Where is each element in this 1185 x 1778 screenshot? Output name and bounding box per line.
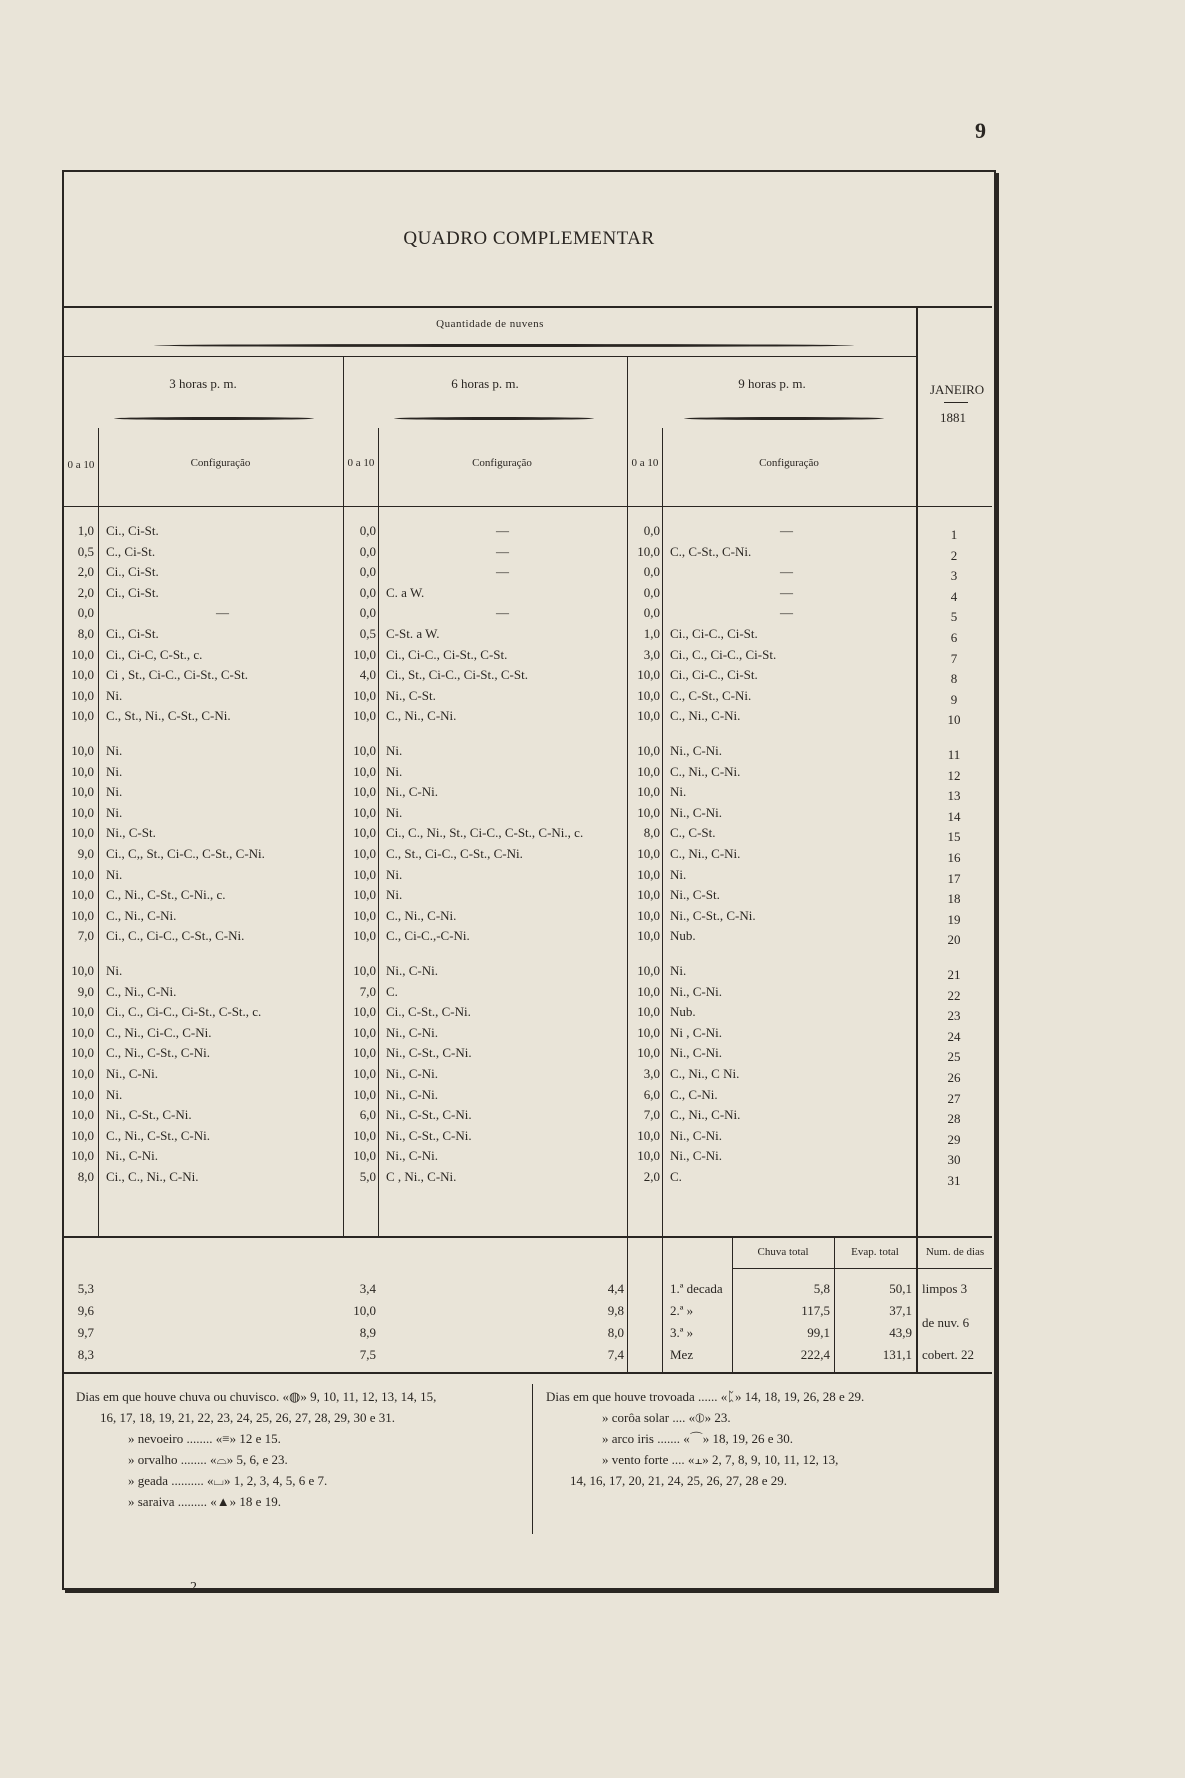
table-cell-day-number: 21 [947, 967, 961, 982]
summary-rain-total: 222,4 [800, 1347, 830, 1362]
table-cell-config-3pm: Ni., C-Ni. [106, 1148, 158, 1164]
table-cell-amount-3pm: 10,0 [71, 784, 94, 800]
table-cell-config-9pm: — [780, 523, 793, 538]
table-cell-config-3pm: Ci., Ci-St. [106, 626, 159, 641]
table-cell-config-6pm: Ni. [386, 887, 403, 903]
table-cell-config-9pm: Ni. [670, 963, 687, 978]
table-cell-day-number: 19 [947, 911, 961, 927]
table-cell-amount-9pm: 10,0 [637, 963, 660, 978]
table-cell-day-number: 11 [947, 747, 961, 762]
summary-days-cloudy: de nuv. 6 [922, 1315, 970, 1330]
table-cell-day-number: 8 [950, 671, 958, 687]
table-cell-amount-6pm: 10,0 [353, 708, 376, 724]
table-cell-amount-6pm: 10,0 [353, 1045, 376, 1061]
table-cell-config-9pm: Ni. [670, 866, 687, 882]
group-rule [64, 356, 916, 357]
table-cell-day-number: 18 [947, 891, 961, 907]
period-9pm: 9 horas p. m. [738, 376, 806, 391]
summary-avg-9pm: 4,4 [607, 1281, 624, 1296]
group-header: Quantidade de nuvens [436, 318, 544, 330]
table-cell-amount-9pm: 10,0 [637, 708, 660, 724]
table-cell-amount-6pm: 10,0 [353, 1086, 376, 1102]
footnote-left-line: Dias em que houve chuva ou chuvisco. «◍» 9, 10, 11, 12, 13, 14, 15, [76, 1389, 437, 1404]
footnote-right-line: » corôa solar .... «⦶» 23. [602, 1410, 731, 1425]
summary-evap-total: 43,9 [889, 1325, 912, 1340]
summary-avg-6pm: 7,5 [359, 1347, 376, 1362]
table-cell-amount-6pm: 10,0 [353, 804, 376, 820]
summary-days-clear: limpos 3 [922, 1281, 968, 1296]
table-cell-amount-3pm: 10,0 [71, 763, 94, 779]
table-cell-amount-3pm: 9,0 [77, 846, 94, 861]
summary-period-label: 2.ª » [670, 1303, 694, 1318]
table-cell-day-number: 16 [947, 850, 961, 865]
table-cell-amount-6pm: 5,0 [359, 1169, 376, 1184]
table-cell-config-6pm: Ni., C-Ni. [386, 1148, 438, 1164]
table-cell-config-9pm: Ni., C-St., C-Ni. [670, 907, 756, 923]
summary-period-label: Mez [670, 1347, 694, 1362]
table-cell-config-9pm: — [780, 584, 793, 600]
table-cell-amount-6pm: 4,0 [359, 667, 376, 683]
table-cell-config-6pm: C., Ni., C-Ni. [386, 708, 457, 724]
table-cell-amount-6pm: 10,0 [353, 846, 376, 861]
table-cell-amount-6pm: 6,0 [359, 1107, 376, 1123]
table-cell-config-9pm: Ni. [670, 784, 687, 800]
table-cell-amount-9pm: 1,0 [643, 626, 660, 641]
table-cell-config-6pm: Ni. [386, 763, 403, 779]
table-cell-config-6pm: — [496, 605, 509, 621]
table-cell-day-number: 7 [950, 650, 958, 666]
table-cell-config-9pm: C., C-St. [670, 825, 716, 841]
table-cell-amount-9pm: 7,0 [643, 1107, 660, 1123]
table-cell-amount-9pm: 10,0 [637, 743, 660, 758]
table-cell-amount-3pm: 9,0 [77, 983, 94, 999]
group-ornament [154, 344, 854, 347]
summary-period-label: 3.ª » [670, 1325, 694, 1340]
table-cell-config-3pm: C., Ni., C-St., C-Ni. [106, 1045, 211, 1061]
footnote-right-line: » vento forte .... «⫠» 2, 7, 8, 9, 10, 11, 12, 13, [602, 1452, 839, 1467]
table-cell-config-9pm: Ci., C., Ci-C., Ci-St. [670, 646, 777, 662]
table-cell-amount-6pm: 0,0 [359, 564, 376, 580]
table-cell-day-number: 10 [947, 712, 961, 728]
table-cell-day-number: 6 [950, 630, 958, 645]
table-cell-amount-3pm: 8,0 [77, 626, 94, 641]
col-amount-9pm: 0 a 10 [631, 457, 659, 469]
table-cell-day-number: 24 [947, 1028, 961, 1044]
footnote-right-line: » arco iris ....... «⌒» 18, 19, 26 e 30. [602, 1431, 794, 1446]
table-cell-config-9pm: Ci., Ci-C., Ci-St. [670, 626, 758, 641]
table-cell-amount-6pm: 10,0 [353, 866, 376, 882]
summary-avg-3pm: 5,3 [77, 1281, 94, 1296]
table-cell-amount-6pm: 10,0 [353, 784, 376, 800]
table-cell-config-9pm: Ni., C-St. [670, 887, 720, 903]
table-cell-config-3pm: C., Ni., C-St., C-Ni. [106, 1127, 211, 1143]
table-cell-amount-9pm: 10,0 [637, 983, 660, 999]
table-cell-day-number: 15 [947, 829, 961, 845]
table-cell-amount-6pm: 0,5 [359, 626, 376, 641]
table-cell-amount-3pm: 10,0 [71, 1004, 94, 1020]
table-cell-config-9pm: Ni., C-Ni. [670, 804, 722, 820]
table-cell-amount-6pm: 10,0 [353, 646, 376, 662]
table-cell-day-number: 4 [950, 588, 958, 604]
table-cell-config-3pm: Ni., C-St., C-Ni. [106, 1107, 192, 1123]
col-amount-3pm: 0 a 10 [67, 459, 95, 471]
table-cell-amount-9pm: 10,0 [637, 1045, 660, 1061]
table-cell-config-6pm: Ni., C-Ni. [386, 784, 438, 800]
table-cell-config-3pm: Ci., Ci-C, C-St., c. [106, 646, 203, 662]
table-cell-amount-3pm: 10,0 [71, 1024, 94, 1040]
table-cell-amount-9pm: 10,0 [637, 763, 660, 779]
table-cell-config-6pm: C., St., Ci-C., C-St., C-Ni. [386, 846, 523, 861]
table-cell-amount-9pm: 10,0 [637, 1127, 660, 1143]
table-cell-day-number: 28 [947, 1111, 961, 1127]
table-cell-config-3pm: Ni. [106, 763, 123, 779]
table-cell-config-9pm: C., C-Ni. [670, 1086, 718, 1102]
period-divider-2 [627, 356, 628, 1236]
table-cell-config-3pm: Ci , St., Ci-C., Ci-St., C-St. [106, 667, 248, 683]
table-cell-amount-9pm: 3,0 [643, 646, 660, 662]
table-cell-day-number: 1 [950, 527, 958, 542]
table-cell-amount-6pm: 10,0 [353, 687, 376, 703]
month-dash [944, 402, 968, 403]
table-cell-config-3pm: C., Ni., C-St., C-Ni., c. [106, 887, 226, 903]
table-cell-amount-9pm: 10,0 [637, 907, 660, 923]
table-cell-amount-9pm: 10,0 [637, 866, 660, 882]
table-cell-config-9pm: Nub. [670, 928, 696, 944]
table-cell-amount-9pm: 10,0 [637, 887, 660, 903]
footnote-left-line: » orvalho ........ «⌓» 5, 6, e 23. [128, 1452, 288, 1467]
summary-divider-a [627, 1236, 628, 1372]
table-cell-day-number: 31 [947, 1173, 961, 1188]
summary-evap-total: 37,1 [889, 1303, 912, 1318]
table-cell-amount-6pm: 0,0 [359, 605, 376, 621]
table-cell-amount-9pm: 10,0 [637, 928, 660, 944]
data-bottom-rule [64, 1236, 992, 1238]
table-cell-amount-3pm: 10,0 [71, 963, 94, 978]
summary-avg-3pm: 9,7 [77, 1325, 94, 1340]
footnote-right-line: Dias em que houve trovoada ...... «ᛈ» 14, 18, 19, 26, 28 e 29. [546, 1389, 865, 1404]
col-config-3pm: Configuração [190, 457, 251, 469]
table-cell-amount-3pm: 10,0 [71, 1107, 94, 1123]
summary-header-evap: Evap. total [851, 1246, 899, 1258]
table-cell-config-9pm: C., Ni., C-Ni. [670, 763, 741, 779]
table-cell-day-number: 22 [947, 987, 961, 1003]
table-cell-config-3pm: Ci., C., Ci-C., Ci-St., C-St., c. [106, 1004, 262, 1020]
table-cell-amount-6pm: 0,0 [359, 584, 376, 600]
table-cell-config-3pm: Ni. [106, 687, 123, 703]
table-cell-config-6pm: Ci., C-St., C-Ni. [386, 1004, 471, 1020]
summary-avg-6pm: 8,9 [359, 1325, 376, 1340]
table-cell-amount-6pm: 0,0 [359, 543, 376, 559]
table-cell-config-9pm: C., Ni., C-Ni. [670, 846, 741, 861]
table-cell-config-3pm: Ni. [106, 866, 123, 882]
table-cell-config-9pm: — [780, 605, 793, 621]
table-cell-config-9pm: — [780, 564, 793, 580]
table-cell-amount-6pm: 10,0 [353, 907, 376, 923]
table-cell-config-6pm: — [496, 564, 509, 580]
table-cell-config-9pm: Ci., Ci-C., Ci-St. [670, 667, 758, 683]
table-cell-config-9pm: C., C-St., C-Ni. [670, 543, 752, 559]
summary-rain-total: 117,5 [801, 1303, 830, 1318]
table-cell-config-6pm: Ni. [386, 804, 403, 820]
table-cell-config-6pm: C-St. a W. [386, 626, 440, 641]
summary-avg-3pm: 8,3 [77, 1347, 94, 1362]
table-cell-config-3pm: C., Ci-St. [106, 543, 156, 559]
table-cell-config-6pm: C., Ci-C.,-C-Ni. [386, 928, 470, 944]
table-cell-amount-3pm: 10,0 [71, 1086, 94, 1102]
col-config-9pm: Configuração [759, 457, 819, 469]
summary-rain-total: 99,1 [807, 1325, 830, 1340]
table-cell-day-number: 13 [947, 788, 961, 804]
summary-evap-total: 50,1 [889, 1281, 912, 1296]
table-cell-amount-3pm: 8,0 [77, 1169, 94, 1184]
table-cell-config-6pm: Ni., C-Ni. [386, 1066, 438, 1081]
table-cell-config-6pm: Ni., C-St., C-Ni. [386, 1127, 472, 1143]
table-cell-amount-3pm: 10,0 [71, 804, 94, 820]
table-cell-amount-9pm: 2,0 [643, 1169, 660, 1184]
footnote-left-line: 16, 17, 18, 19, 21, 22, 23, 24, 25, 26, 27, 28, 29, 30 e 31. [100, 1410, 396, 1425]
table-cell-config-6pm: Ci., C., Ni., St., Ci-C., C-St., C-Ni., c. [386, 825, 584, 841]
table-cell-day-number: 30 [947, 1152, 961, 1168]
table-cell-config-6pm: Ni. [386, 866, 403, 882]
summary-header-days: Num. de dias [925, 1246, 985, 1258]
table-cell-amount-3pm: 10,0 [71, 1127, 94, 1143]
table-cell-day-number: 20 [947, 932, 961, 948]
table-frame [62, 170, 996, 1590]
table-cell-amount-3pm: 10,0 [71, 743, 94, 758]
table-cell-amount-3pm: 10,0 [71, 687, 94, 703]
table-cell-amount-9pm: 0,0 [643, 584, 660, 600]
table-cell-config-6pm: Ci., Ci-C., Ci-St., C-St. [386, 646, 508, 662]
table-cell-config-6pm: C , Ni., C-Ni. [386, 1169, 457, 1184]
title-rule [64, 306, 992, 308]
table-cell-amount-9pm: 0,0 [643, 523, 660, 538]
table-cell-amount-6pm: 10,0 [353, 1148, 376, 1164]
table-cell-config-9pm: Nub. [670, 1004, 696, 1020]
footnote-left-line: » geada .......... «⌴» 1, 2, 3, 4, 5, 6 e 7. [128, 1473, 328, 1488]
table-cell-amount-3pm: 0,0 [77, 605, 94, 621]
table-cell-amount-6pm: 10,0 [353, 1066, 376, 1081]
table-cell-day-number: 9 [950, 691, 958, 707]
config-divider-2 [378, 428, 379, 1236]
table-cell-config-9pm: C., Ni., C-Ni. [670, 1107, 741, 1123]
summary-rain-total: 5,8 [813, 1281, 830, 1296]
table-cell-config-3pm: Ni. [106, 784, 123, 800]
table-cell-config-6pm: C., Ni., C-Ni. [386, 907, 457, 923]
table-cell-config-3pm: Ni., C-Ni. [106, 1066, 158, 1081]
period-ornament-1 [114, 417, 314, 420]
table-cell-config-6pm: Ni., C-Ni. [386, 963, 438, 978]
table-cell-amount-6pm: 0,0 [359, 523, 376, 538]
table-cell-amount-6pm: 10,0 [353, 1004, 376, 1020]
table-cell-config-6pm: Ni., C-Ni. [386, 1086, 438, 1102]
table-cell-config-3pm: Ni. [106, 963, 123, 978]
table-cell-amount-3pm: 2,0 [77, 584, 94, 600]
period-6pm: 6 horas p. m. [451, 376, 519, 391]
table-cell-config-3pm: Ci., C,, St., Ci-C., C-St., C-Ni. [106, 846, 265, 861]
table-cell-config-3pm: Ni., C-St. [106, 825, 156, 841]
table-cell-amount-3pm: 0,5 [77, 543, 94, 559]
table-cell-config-6pm: Ni., C-Ni. [386, 1024, 438, 1040]
summary-header-rain: Chuva total [757, 1246, 809, 1258]
table-cell-amount-9pm: 10,0 [637, 1024, 660, 1040]
table-title: QUADRO COMPLEMENTAR [403, 228, 655, 249]
period-3pm: 3 horas p. m. [169, 376, 237, 391]
table-cell-config-3pm: Ci., Ci-St. [106, 523, 159, 538]
table-cell-config-3pm: Ni. [106, 743, 123, 758]
table-cell-amount-3pm: 7,0 [77, 928, 94, 944]
table-cell-config-6pm: — [496, 543, 509, 559]
table-cell-config-3pm: Ci., Ci-St. [106, 584, 159, 600]
table-cell-config-3pm: Ci., Ci-St. [106, 564, 159, 580]
table-cell-amount-6pm: 10,0 [353, 743, 376, 758]
table-cell-amount-6pm: 10,0 [353, 763, 376, 779]
summary-bottom-rule [64, 1372, 992, 1374]
table-cell-config-6pm: Ni., C-St., C-Ni. [386, 1045, 472, 1061]
table-cell-config-6pm: Ci., St., Ci-C., Ci-St., C-St. [386, 667, 528, 683]
table-cell-amount-9pm: 8,0 [643, 825, 660, 841]
period-ornament-3 [684, 417, 884, 420]
table-cell-amount-9pm: 10,0 [637, 784, 660, 800]
table-cell-amount-6pm: 10,0 [353, 963, 376, 978]
table-cell-config-3pm: Ci., C., Ci-C., C-St., C-Ni. [106, 928, 245, 944]
month-column-rule [916, 306, 918, 1372]
table-cell-day-number: 12 [947, 767, 961, 783]
footnote-divider [532, 1384, 533, 1534]
table-cell-config-6pm: Ni., C-St. [386, 687, 436, 703]
page-number: 9 [975, 118, 986, 143]
col-amount-6pm: 0 a 10 [347, 457, 375, 469]
table-cell-amount-3pm: 10,0 [71, 866, 94, 882]
summary-avg-3pm: 9,6 [77, 1303, 94, 1318]
footnote-left-line: » saraiva ......... «▲» 18 e 19. [128, 1494, 281, 1509]
table-cell-day-number: 23 [947, 1008, 961, 1024]
table-cell-amount-3pm: 10,0 [71, 825, 94, 841]
table-cell-config-9pm: Ni., C-Ni. [670, 1045, 722, 1061]
period-ornament-2 [394, 417, 594, 420]
summary-avg-9pm: 9,8 [607, 1303, 624, 1318]
table-cell-amount-3pm: 10,0 [71, 1148, 94, 1164]
table-cell-config-6pm: C. a W. [386, 584, 425, 600]
table-cell-amount-3pm: 2,0 [77, 564, 94, 580]
table-cell-amount-3pm: 1,0 [77, 523, 94, 538]
summary-divider-b [662, 1236, 663, 1372]
table-cell-day-number: 17 [947, 870, 961, 886]
table-cell-day-number: 2 [950, 547, 958, 563]
table-cell-config-9pm: C. [670, 1169, 682, 1184]
table-cell-amount-6pm: 10,0 [353, 825, 376, 841]
table-cell-amount-6pm: 10,0 [353, 928, 376, 944]
table-cell-amount-3pm: 10,0 [71, 667, 94, 683]
table-cell-config-9pm: Ni., C-Ni. [670, 743, 722, 758]
table-cell-amount-6pm: 10,0 [353, 1127, 376, 1143]
table-cell-config-3pm: C., Ni., C-Ni. [106, 983, 177, 999]
table-cell-config-3pm: Ni. [106, 1086, 123, 1102]
table-cell-amount-6pm: 7,0 [359, 983, 376, 999]
summary-period-label: 1.ª decada [670, 1281, 723, 1296]
table-cell-amount-3pm: 10,0 [71, 907, 94, 923]
table-cell-config-3pm: Ni. [106, 804, 123, 820]
table-cell-config-9pm: C., C-St., C-Ni. [670, 687, 752, 703]
table-cell-amount-3pm: 10,0 [71, 646, 94, 662]
table-cell-config-6pm: C. [386, 983, 398, 999]
footnote-right-line: 14, 16, 17, 20, 21, 24, 25, 26, 27, 28 e 29. [570, 1473, 788, 1488]
table-cell-config-6pm: Ni., C-St., C-Ni. [386, 1107, 472, 1123]
table-cell-config-3pm: C., Ni., Ci-C., C-Ni. [106, 1024, 212, 1040]
table-cell-config-9pm: C., Ni., C-Ni. [670, 708, 741, 724]
table-cell-config-9pm: Ni., C-Ni. [670, 1127, 722, 1143]
col-config-6pm: Configuração [472, 457, 532, 469]
summary-avg-6pm: 10,0 [353, 1303, 376, 1318]
table-cell-config-3pm: Ci., C., Ni., C-Ni. [106, 1169, 199, 1184]
config-divider-1 [98, 428, 99, 1236]
table-cell-config-9pm: Ni., C-Ni. [670, 983, 722, 999]
summary-avg-9pm: 7,4 [607, 1347, 624, 1362]
table-cell-amount-9pm: 10,0 [637, 846, 660, 861]
table-cell-config-9pm: Ni., C-Ni. [670, 1148, 722, 1164]
table-cell-config-3pm: — [216, 605, 229, 621]
table-cell-amount-9pm: 10,0 [637, 543, 660, 559]
year-label: 1881 [940, 410, 966, 425]
table-cell-day-number: 14 [947, 808, 961, 824]
table-cell-day-number: 3 [950, 568, 958, 584]
summary-days-overcast: cobert. 22 [922, 1347, 974, 1362]
month-label: JANEIRO [930, 382, 985, 397]
period-divider-1 [343, 356, 344, 1236]
table-cell-amount-6pm: 10,0 [353, 1024, 376, 1040]
table-cell-amount-9pm: 10,0 [637, 687, 660, 703]
table-cell-day-number: 29 [947, 1131, 961, 1147]
summary-avg-6pm: 3,4 [359, 1281, 376, 1296]
header-bottom-rule [64, 506, 992, 507]
summary-avg-9pm: 8,0 [607, 1325, 624, 1340]
table-cell-config-9pm: C., Ni., C Ni. [670, 1066, 740, 1081]
table-cell-amount-9pm: 0,0 [643, 564, 660, 580]
table-cell-amount-9pm: 10,0 [637, 667, 660, 683]
sheet-number: 2 [190, 1580, 197, 1595]
table-cell-amount-9pm: 0,0 [643, 605, 660, 621]
table-cell-amount-3pm: 10,0 [71, 1045, 94, 1061]
table-cell-config-6pm: — [496, 523, 509, 538]
table-cell-amount-9pm: 10,0 [637, 1004, 660, 1020]
table-cell-amount-3pm: 10,0 [71, 1066, 94, 1081]
table-cell-config-6pm: Ni. [386, 743, 403, 758]
table-cell-amount-3pm: 10,0 [71, 708, 94, 724]
footnote-left-line: » nevoeiro ........ «≡» 12 e 15. [128, 1431, 281, 1446]
table-cell-amount-9pm: 6,0 [643, 1086, 660, 1102]
table-cell-config-9pm: Ni , C-Ni. [670, 1024, 722, 1040]
table-cell-amount-9pm: 10,0 [637, 1148, 660, 1164]
table-cell-amount-9pm: 3,0 [643, 1066, 660, 1081]
summary-header-rule [732, 1268, 992, 1269]
table-cell-config-3pm: C., St., Ni., C-St., C-Ni. [106, 708, 231, 724]
config-divider-3 [662, 428, 663, 1236]
table-cell-day-number: 26 [947, 1070, 961, 1085]
table-cell-amount-6pm: 10,0 [353, 887, 376, 903]
table-cell-day-number: 25 [947, 1049, 961, 1065]
table-cell-config-3pm: C., Ni., C-Ni. [106, 907, 177, 923]
table-cell-amount-9pm: 10,0 [637, 804, 660, 820]
table-cell-amount-3pm: 10,0 [71, 887, 94, 903]
table-cell-day-number: 5 [950, 609, 958, 625]
table-cell-day-number: 27 [947, 1090, 961, 1106]
summary-evap-total: 131,1 [882, 1347, 912, 1362]
